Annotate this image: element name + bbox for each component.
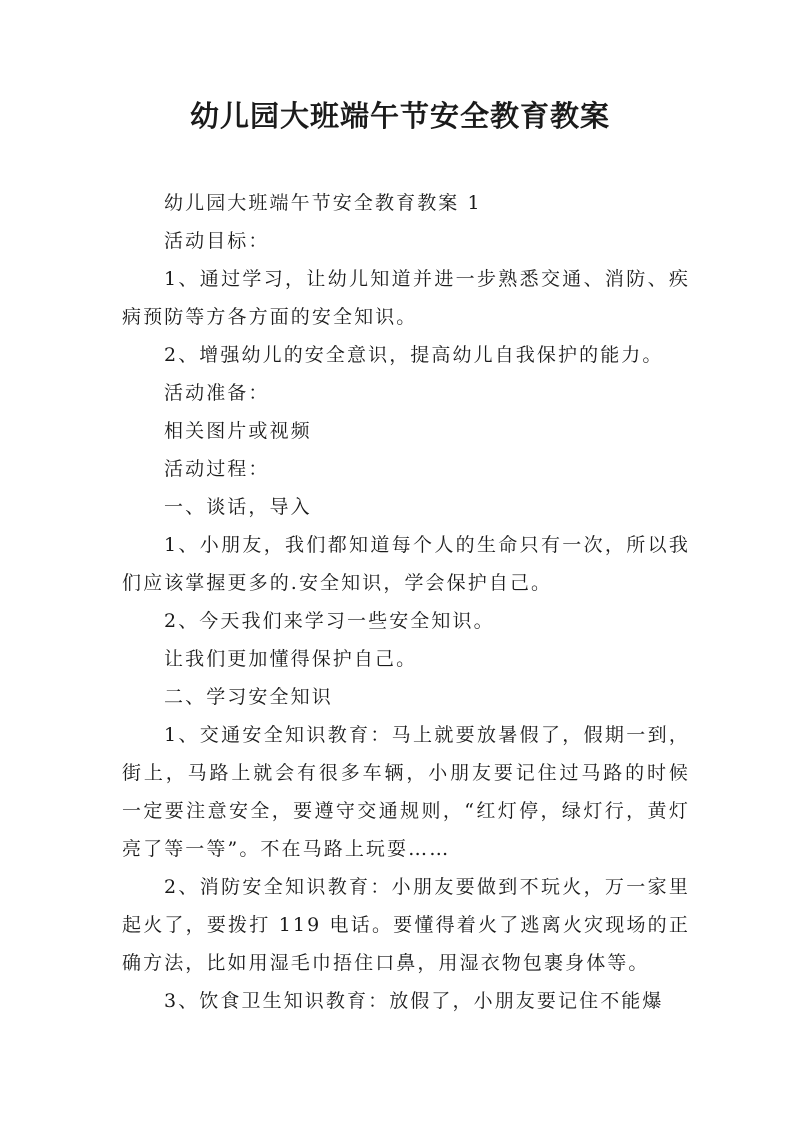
paragraph-prep-content: 相关图片或视频	[164, 420, 312, 442]
paragraph-traffic-safety: 1、交通安全知识教育：马上就要放暑假了，假期一到，街上，马路上就会有很多车辆，小朋友要记住过马路的时候一定要注意安全，要遵守交通规则，“红灯停，绿灯行，黄灯亮了等一等”。不在马路上玩耍……	[122, 724, 690, 860]
paragraph-fire-safety: 2、消防安全知识教育：小朋友要做到不玩火，万一家里起火了，要拨打 119 电话。要懂得着火了逃离火灾现场的正确方法，比如用湿毛巾捂住口鼻，用湿衣物包裹身体等。	[122, 876, 690, 974]
paragraph-goals-label: 活动目标：	[164, 230, 270, 252]
paragraph-section-1-heading: 一、谈话，导入	[164, 496, 312, 518]
paragraph-section-1-item-2: 2、今天我们来学习一些安全知识。	[164, 610, 495, 632]
paragraph-prep-label: 活动准备：	[164, 382, 270, 404]
paragraph-goal-1: 1、通过学习，让幼儿知道并进一步熟悉交通、消防、疾病预防等方各方面的安全知识。	[122, 268, 690, 328]
paragraph-lesson-heading: 幼儿园大班端午节安全教育教案 1	[164, 192, 482, 214]
document-title: 幼儿园大班端午节安全教育教案	[189, 99, 610, 133]
paragraph-section-2-heading: 二、学习安全知识	[164, 686, 333, 708]
paragraph-goal-2: 2、增强幼儿的安全意识，提高幼儿自我保护的能力。	[164, 344, 664, 366]
paragraph-process-label: 活动过程：	[164, 458, 270, 480]
document-body	[122, 184, 690, 1020]
paragraph-section-1-note: 让我们更加懂得保护自己。	[164, 648, 418, 670]
paragraph-food-safety: 3、饮食卫生知识教育：放假了，小朋友要记住不能爆	[164, 990, 664, 1012]
paragraph-section-1-item-1: 1、小朋友，我们都知道每个人的生命只有一次，所以我们应该掌握更多的.安全知识，学会保护自己。	[122, 534, 690, 594]
